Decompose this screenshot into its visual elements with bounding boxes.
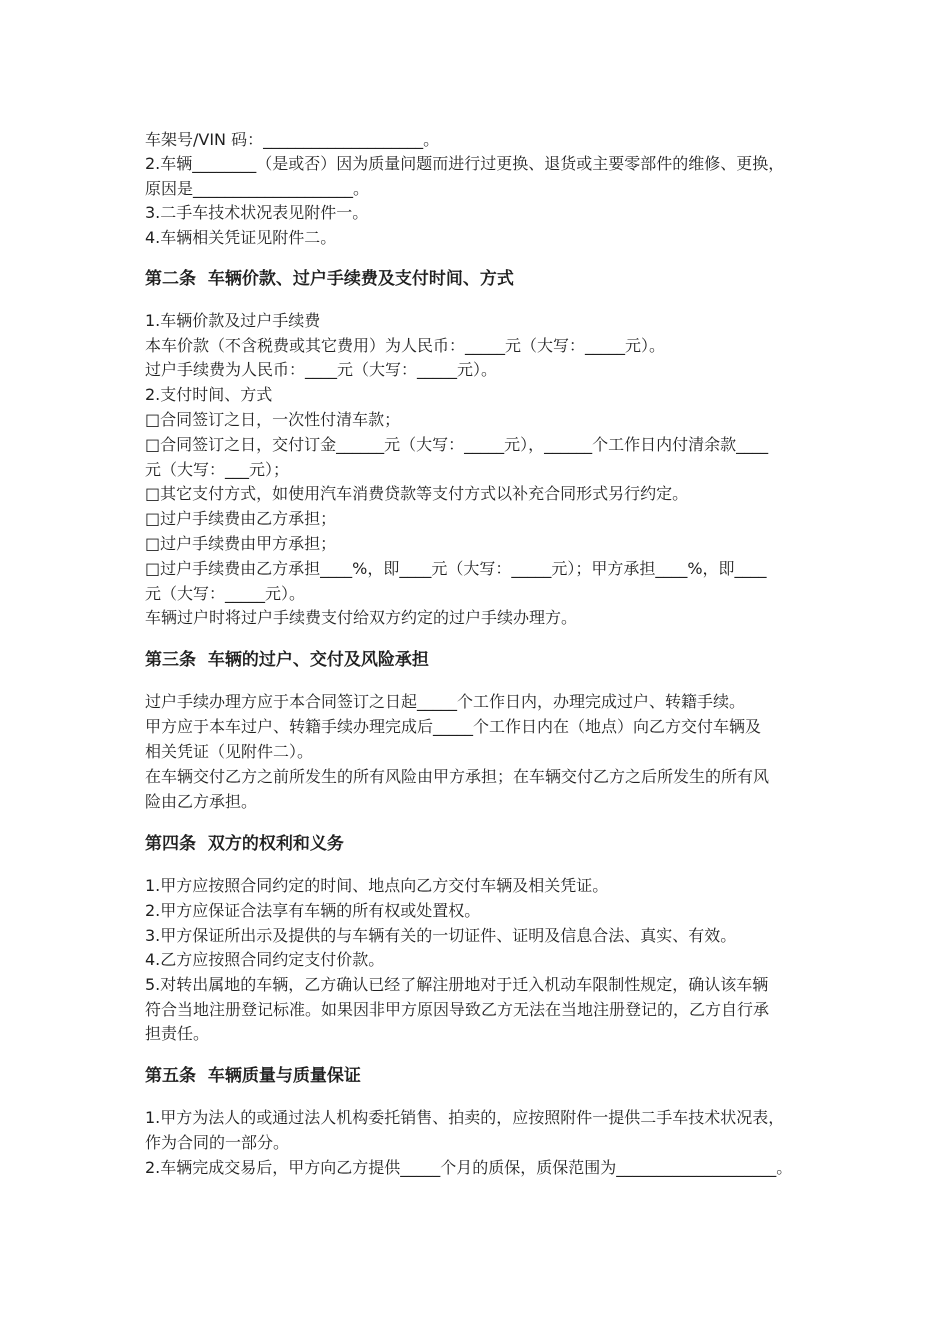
text-line: 本车价款（不含税费或其它费用）为人民币：_____元（大写：_____元）。 [145, 336, 666, 355]
text-line: 2.车辆完成交易后，甲方向乙方提供_____个月的质保，质保范围为____________________。 [145, 1158, 793, 1177]
text-line: 5.对转出属地的车辆，乙方确认已经了解注册地对于迁入机动车限制性规定，确认该车辆 [145, 975, 769, 994]
text-line: □过户手续费由乙方承担____%，即____元（大写：_____元）；甲方承担____%，即____ [145, 559, 767, 578]
text-line: 作为合同的一部分。 [145, 1133, 290, 1152]
text-line: 1.车辆价款及过户手续费 [145, 311, 321, 330]
text-line: 2.甲方应保证合法享有车辆的所有权或处置权。 [145, 901, 481, 920]
text-line: 原因是____________________。 [145, 179, 370, 198]
text-line: □合同签订之日，一次性付清车款； [145, 410, 401, 429]
text-line: 3.二手车技术状况表见附件一。 [145, 203, 369, 222]
text-line: 1.甲方应按照合同约定的时间、地点向乙方交付车辆及相关凭证。 [145, 876, 609, 895]
section-heading: 第三条 车辆的过户、交付及风险承担 [145, 650, 429, 670]
text-line: 2.支付时间、方式 [145, 385, 273, 404]
text-line: 过户手续办理方应于本合同签订之日起_____个工作日内，办理完成过户、转籍手续。 [145, 692, 746, 711]
text-line: 4.乙方应按照合同约定支付价款。 [145, 950, 385, 969]
text-line: 在车辆交付乙方之前所发生的所有风险由甲方承担；在车辆交付乙方之后所发生的所有风 [145, 767, 770, 786]
text-line: 元（大写：_____元）。 [145, 584, 306, 603]
section-heading: 第二条 车辆价款、过户手续费及支付时间、方式 [145, 269, 514, 289]
text-line: 甲方应于本车过户、转籍手续办理完成后_____个工作日内在（地点）向乙方交付车辆及 [145, 717, 762, 736]
text-line: 相关凭证（见附件二）。 [145, 742, 314, 761]
text-line: 车辆过户时将过户手续费支付给双方约定的过户手续办理方。 [145, 608, 578, 627]
text-line: 过户手续费为人民币：____元（大写：_____元）。 [145, 360, 498, 379]
text-line: □过户手续费由乙方承担； [145, 509, 337, 528]
text-line: 4.车辆相关凭证见附件二。 [145, 228, 337, 247]
section-heading: 第五条 车辆质量与质量保证 [145, 1066, 361, 1086]
text-line: □其它支付方式，如使用汽车消费贷款等支付方式以补充合同形式另行约定。 [145, 484, 689, 503]
text-line: □过户手续费由甲方承担； [145, 534, 337, 553]
text-line: 元（大写：___元）； [145, 460, 290, 479]
text-line: 3.甲方保证所出示及提供的与车辆有关的一切证件、证明及信息合法、真实、有效。 [145, 926, 737, 945]
text-line: 符合当地注册登记标准。如果因非甲方原因导致乙方无法在当地注册登记的，乙方自行承 [145, 1000, 770, 1019]
text-line: □合同签订之日，交付订金______元（大写：_____元），______个工作日内付清余款____ [145, 435, 769, 454]
text-line: 1.甲方为法人的或通过法人机构委托销售、拍卖的，应按照附件一提供二手车技术状况表， [145, 1108, 785, 1127]
text-line: 车架号/VIN 码：____________________。 [145, 130, 440, 149]
text-line: 险由乙方承担。 [145, 792, 258, 811]
section-heading: 第四条 双方的权利和义务 [145, 834, 344, 854]
text-line: 担责任。 [145, 1024, 210, 1043]
text-line: 2.车辆________（是或否）因为质量问题而进行过更换、退货或主要零部件的维修、更换， [145, 154, 785, 173]
